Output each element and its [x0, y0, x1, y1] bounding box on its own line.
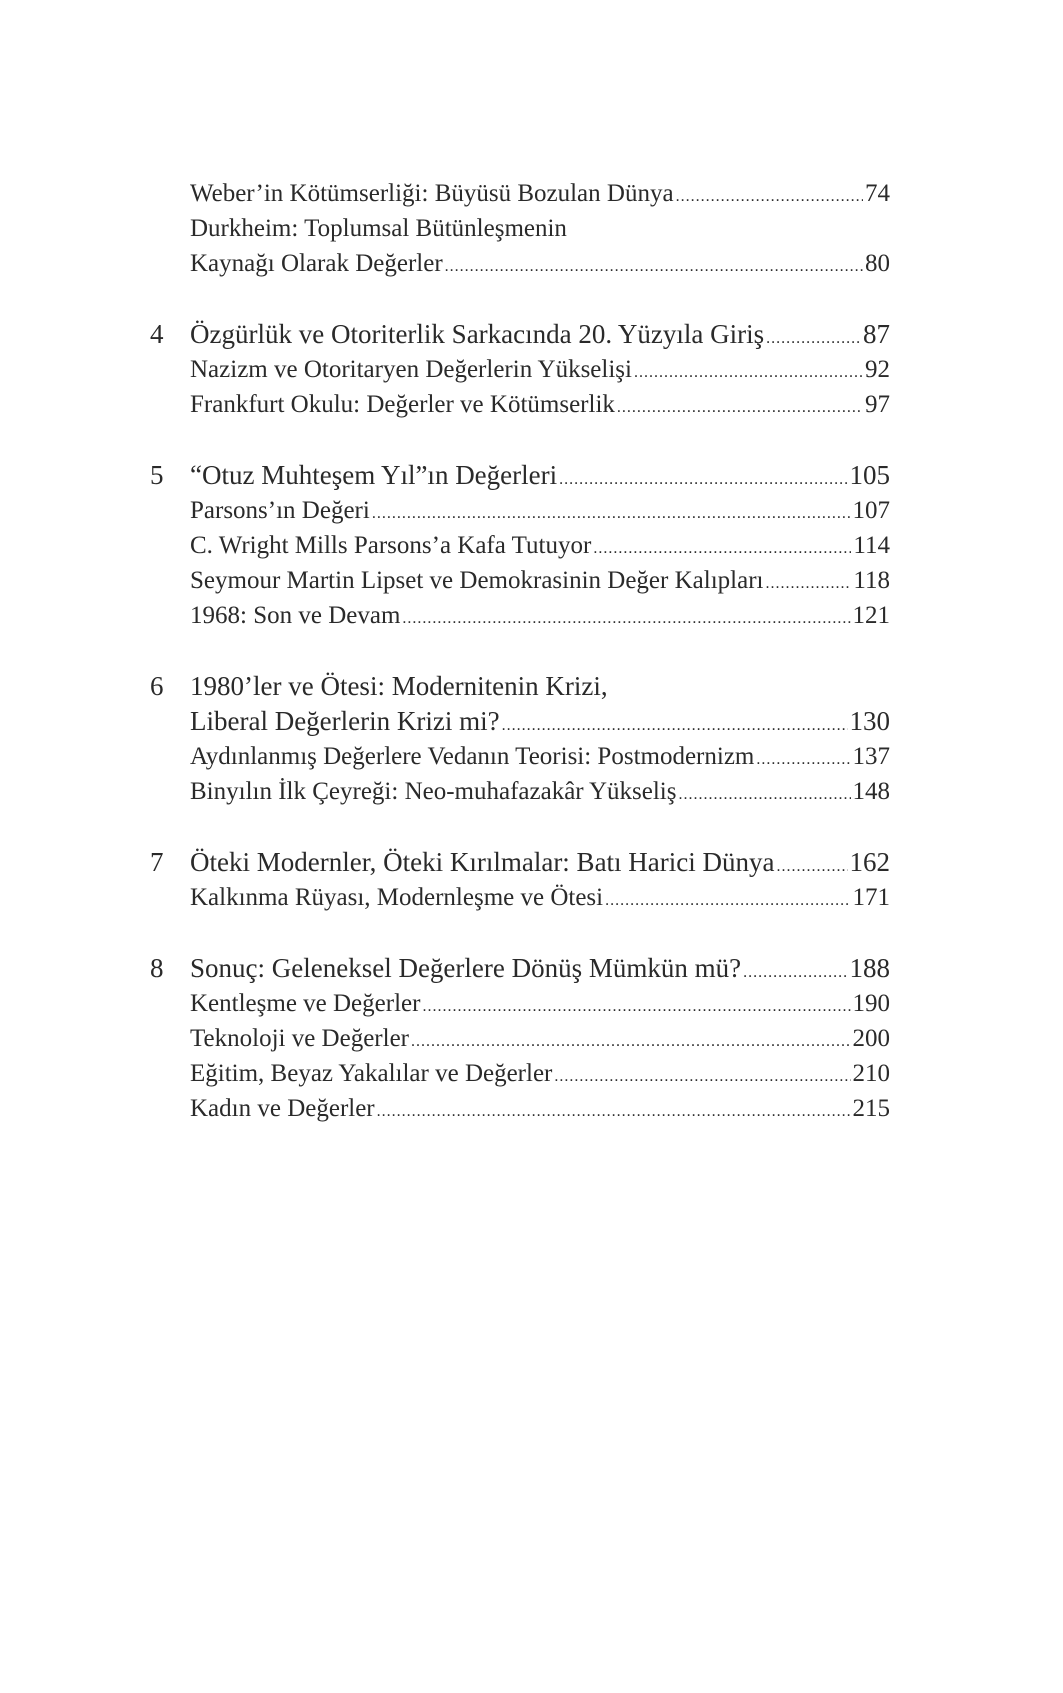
entry-title: Durkheim: Toplumsal Bütünleşmenin: [190, 215, 567, 242]
toc-entry: [150, 246, 890, 281]
toc-entry: [150, 986, 890, 1021]
page-number: 190: [852, 990, 890, 1017]
dot-leader: [422, 989, 850, 1024]
dot-leader: [678, 777, 850, 812]
page-number: 107: [852, 497, 890, 524]
chapter-heading: [150, 317, 890, 352]
dot-leader: [765, 566, 851, 601]
page-number: 200: [852, 1025, 890, 1052]
dot-leader: [445, 249, 863, 284]
page-number: 87: [863, 319, 890, 349]
table-of-contents: [150, 176, 890, 1126]
toc-entry: [150, 493, 890, 528]
dot-leader: [377, 1094, 851, 1129]
dot-leader: [502, 708, 848, 743]
entry-title: Teknoloji ve Değerler: [190, 1025, 409, 1052]
entry-title: Parsons’ın Değeri: [190, 497, 370, 524]
entry-title: 1968: Son ve Devam: [190, 602, 401, 629]
dot-leader: [617, 390, 863, 425]
chapter-title: Öteki Modernler, Öteki Kırılmalar: Batı Harici Dünya: [190, 847, 775, 877]
toc-entry: [150, 563, 890, 598]
toc-entry: [150, 211, 890, 246]
page-number: 121: [852, 602, 890, 629]
page-number: 137: [852, 743, 890, 770]
dot-leader: [756, 742, 850, 777]
chapter-heading-continued: [150, 704, 890, 739]
toc-entry: [150, 739, 890, 774]
chapter-heading: [150, 669, 890, 704]
toc-chapter-5: [150, 458, 890, 633]
dot-leader: [743, 955, 847, 990]
chapter-title: Sonuç: Geleneksel Değerlere Dönüş Mümkün mü?: [190, 953, 742, 983]
chapter-title: Özgürlük ve Otoriterlik Sarkacında 20. Yüzyıla Giriş: [190, 319, 765, 349]
toc-chapter-7: [150, 845, 890, 915]
entry-title: Kadın ve Değerler: [190, 1095, 375, 1122]
chapter-number: 4: [150, 319, 164, 349]
dot-leader: [676, 179, 863, 214]
toc-entry: [150, 598, 890, 633]
entry-title: Binyılın İlk Çeyreği: Neo-muhafazakâr Yükseliş: [190, 778, 677, 805]
toc-entry: [150, 1091, 890, 1126]
page-number: 210: [852, 1060, 890, 1087]
page-number: 162: [849, 847, 890, 877]
toc-entry: [150, 1021, 890, 1056]
page-number: 97: [865, 391, 890, 418]
toc-entry: [150, 774, 890, 809]
toc-entry: [150, 387, 890, 422]
page-number: 171: [852, 884, 890, 911]
dot-leader: [559, 462, 847, 497]
dot-leader: [766, 321, 861, 356]
toc-chapter-6: [150, 669, 890, 809]
toc-entry: [150, 1056, 890, 1091]
page-number: 148: [852, 778, 890, 805]
entry-title: Aydınlanmış Değerlere Vedanın Teorisi: Postmodernizm: [190, 743, 755, 770]
page-number: 130: [849, 706, 890, 736]
toc-entry: [150, 880, 890, 915]
page-number: 114: [853, 532, 890, 559]
page-number: 92: [865, 356, 890, 383]
page-number: 188: [849, 953, 890, 983]
chapter-heading: [150, 951, 890, 986]
entry-title: Eğitim, Beyaz Yakalılar ve Değerler: [190, 1060, 553, 1087]
entry-title: Weber’in Kötümserliği: Büyüsü Bozulan Dünya: [190, 180, 674, 207]
dot-leader: [554, 1059, 850, 1094]
dot-leader: [372, 496, 851, 531]
chapter-title: Liberal Değerlerin Krizi mi?: [190, 706, 500, 736]
chapter-heading: [150, 845, 890, 880]
chapter-number: 7: [150, 847, 164, 877]
dot-leader: [593, 531, 851, 566]
page-number: 80: [865, 250, 890, 277]
entry-title: Seymour Martin Lipset ve Demokrasinin Değer Kalıpları: [190, 567, 764, 594]
chapter-heading: [150, 458, 890, 493]
entry-title: Frankfurt Okulu: Değerler ve Kötümserlik: [190, 391, 615, 418]
toc-chapter-8: [150, 951, 890, 1126]
dot-leader: [777, 849, 848, 884]
entry-title: Nazizm ve Otoritaryen Değerlerin Yükselişi: [190, 356, 632, 383]
toc-entry: [150, 176, 890, 211]
dot-leader: [402, 601, 850, 636]
page-number: 105: [849, 460, 890, 490]
dot-leader: [605, 883, 850, 918]
toc-entry: [150, 528, 890, 563]
toc-group-continued: [150, 176, 890, 281]
chapter-title: “Otuz Muhteşem Yıl”ın Değerleri: [190, 460, 558, 490]
entry-title: Kaynağı Olarak Değerler: [190, 250, 443, 277]
dot-leader: [634, 355, 863, 390]
page-number: 118: [853, 567, 890, 594]
entry-title: Kalkınma Rüyası, Modernleşme ve Ötesi: [190, 884, 604, 911]
dot-leader: [411, 1024, 851, 1059]
chapter-number: 5: [150, 460, 164, 490]
page-number: 215: [852, 1095, 890, 1122]
toc-chapter-4: [150, 317, 890, 422]
chapter-number: 8: [150, 953, 164, 983]
entry-title: C. Wright Mills Parsons’a Kafa Tutuyor: [190, 532, 592, 559]
page-number: 74: [865, 180, 890, 207]
toc-entry: [150, 352, 890, 387]
entry-title: Kentleşme ve Değerler: [190, 990, 421, 1017]
chapter-number: 6: [150, 671, 164, 701]
chapter-title: 1980’ler ve Ötesi: Modernitenin Krizi,: [190, 671, 608, 701]
